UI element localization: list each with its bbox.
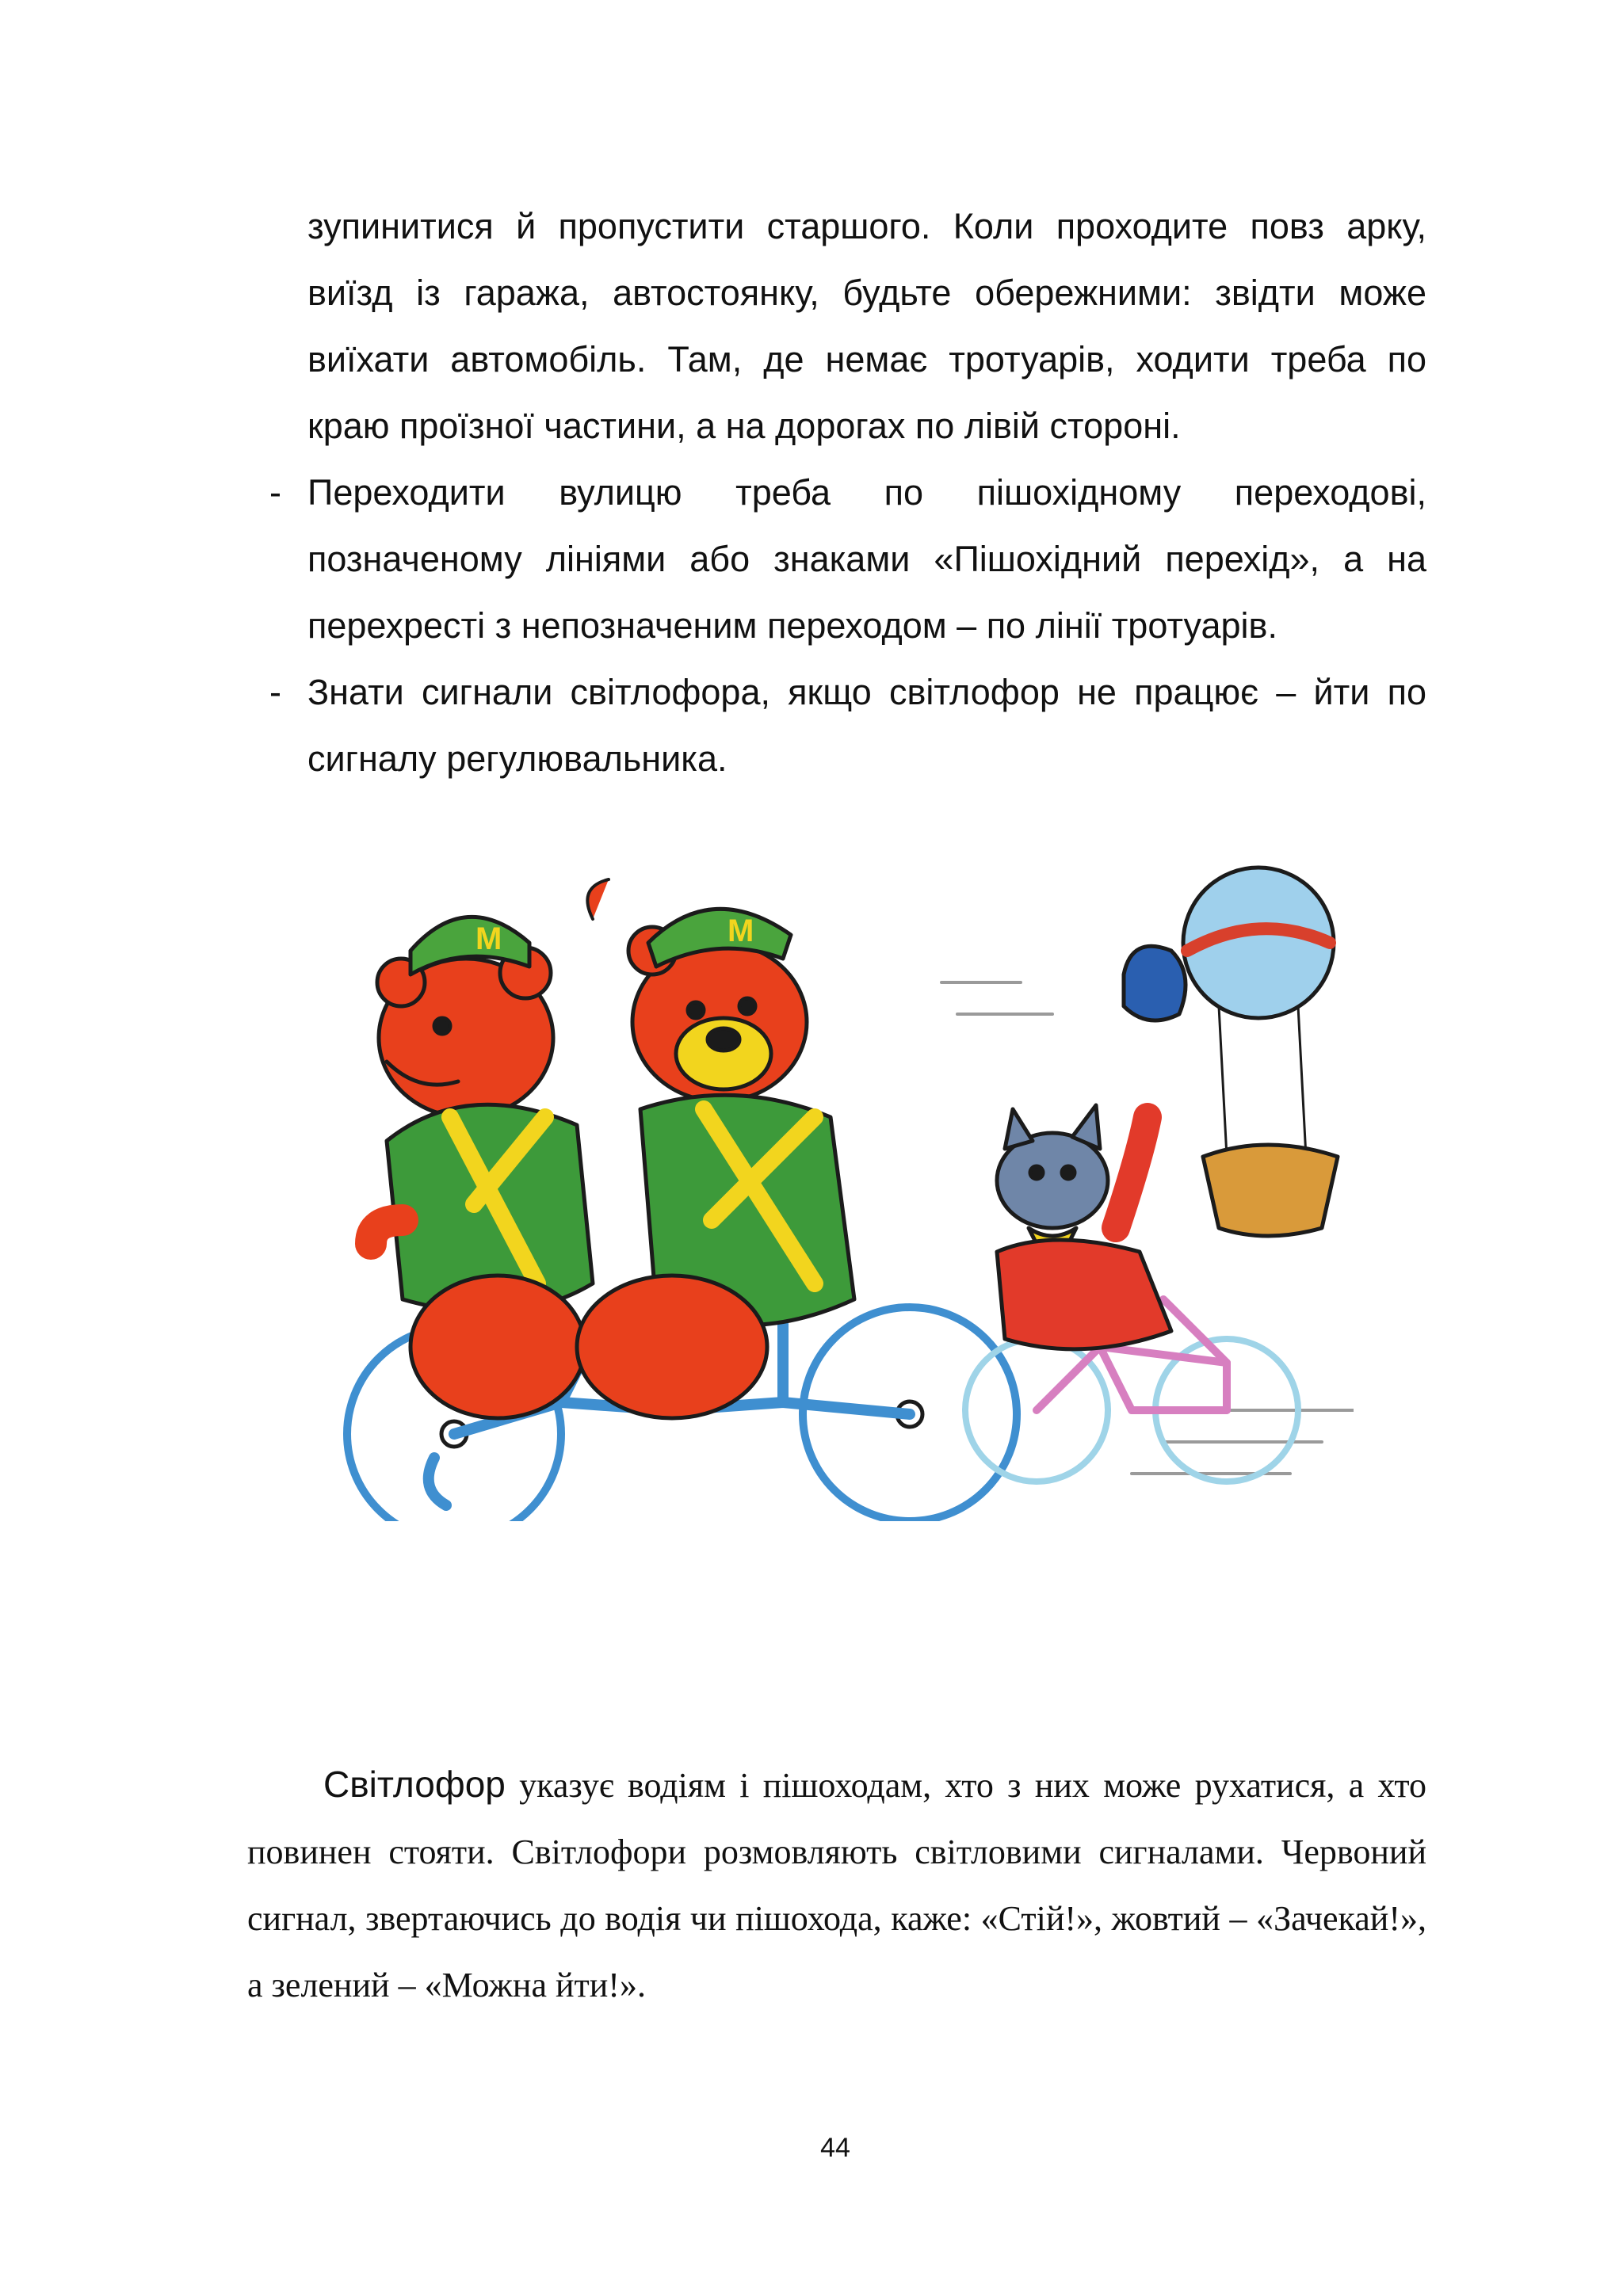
list-item-text: Переходити вулицю треба по пішохідному переходові, позначеному лініями або знаками «Пішохідний перехід», а на перехресті з непозначеним переходом – по лінії тротуарів. [307, 472, 1426, 646]
basket [1203, 1145, 1338, 1236]
paragraph-lead-term: Світлофор [323, 1764, 506, 1805]
leg [577, 1276, 767, 1418]
list-item-text: Знати сигнали світлофора, якщо світлофор не працює – йти по сигналу регулювальника. [307, 672, 1426, 779]
traffic-light-paragraph [247, 1751, 1426, 2019]
cat-suit [997, 1240, 1171, 1349]
cat [997, 1105, 1171, 1349]
leg [411, 1276, 585, 1418]
cap-letter: M [475, 921, 502, 956]
hat [1124, 946, 1186, 1020]
bears-tandem-bicycle-illustration [339, 856, 1354, 1521]
continuation-paragraph: зупинитися й пропустити старшого. Коли проходите повз арку, виїзд із гаража, автостоянку, будьте обережними: звідти може виїхати автомобіль. Там, де немає тротуарів, ходити треба по краю проїзної частини, а на дорогах по лівій стороні. [307, 206, 1426, 446]
paragraph-text: указує водіям і пішоходам, хто з них може рухатися, а хто повинен стояти. Світлофори розмовляють світловими сигналами. Червоний сигнал, звертаючись до водія чи пішохода, каже: «Стій!», жовтий – «Зачекай!», а зелений – «Можна йти!». [247, 1766, 1426, 2004]
list-marker: - [269, 472, 281, 513]
list-item [269, 659, 1426, 792]
cap-letter: M [727, 913, 754, 948]
front-bear [577, 879, 854, 1418]
page-number: 44 [820, 2133, 850, 2163]
list-item [269, 460, 1426, 659]
balloon [1183, 868, 1338, 1236]
list-marker: - [269, 672, 281, 712]
